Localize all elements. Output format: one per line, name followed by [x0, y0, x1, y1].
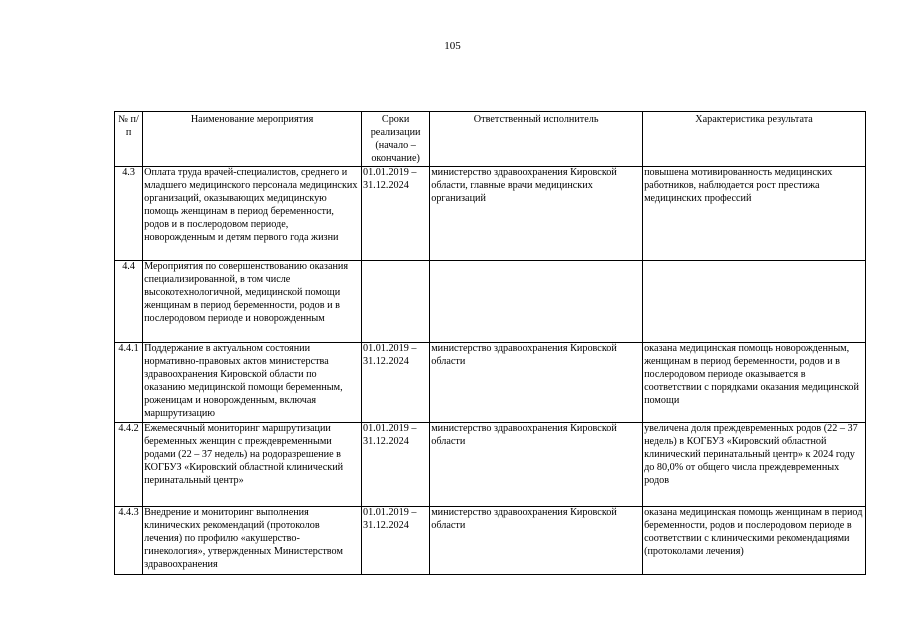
row-result: увеличена доля преждевременных родов (22 – 37 недель) в КОГБУЗ «Кировский областной клинический перинатальный центр» к 2024 году до 80,0% от общего числа преждевременных родов — [643, 423, 866, 507]
row-date-end: 31.12.2024 — [362, 519, 409, 531]
row-number: 4.4.1 — [115, 343, 143, 423]
header-result: Характеристика результата — [643, 112, 866, 167]
row-measure-name: Поддержание в актуальном состоянии нормативно-правовых актов министерства здравоохранения Кировской области по оказанию медицинской помощи беременным, роженицам и новорожденным, включая маршрутизацию — [143, 343, 362, 423]
table-row — [115, 167, 866, 261]
row-date-end: 31.12.2024 — [362, 179, 409, 191]
row-measure-name: Внедрение и мониторинг выполнения клинических рекомендаций (протоколов лечения) по профилю «акушерство-гинекология», утвержденных Министерством здравоохранения — [143, 507, 362, 575]
row-number: 4.3 — [115, 167, 143, 261]
table-row — [115, 261, 866, 343]
row-responsible: министерство здравоохранения Кировской области, главные врачи медицинских организаций — [430, 167, 643, 261]
row-dates — [361, 343, 429, 423]
header-responsible: Ответственный исполнитель — [430, 112, 643, 167]
table-row — [115, 423, 866, 507]
header-measure-name: Наименование мероприятия — [143, 112, 362, 167]
row-responsible: министерство здравоохранения Кировской области — [430, 423, 643, 507]
row-dates — [361, 261, 429, 343]
header-number: № п/п — [115, 112, 143, 167]
row-result: оказана медицинская помощь женщинам в период беременности, родов и послеродовом периоде в соответствии с клиническими рекомендациями (протоколами лечения) — [643, 507, 866, 575]
page-number: 105 — [444, 40, 461, 52]
row-date-end: 31.12.2024 — [362, 355, 409, 367]
row-date-start: 01.01.2019 – — [362, 507, 417, 518]
row-number: 4.4.3 — [115, 507, 143, 575]
row-measure-name: Оплата труда врачей-специалистов, среднего и младшего медицинского персонала медицинских организаций, оказывающих медицинскую помощь женщинам в период беременности, родов и в послеродовом периоде, новорожденным и детям первого года жизни — [143, 167, 362, 261]
row-date-start: 01.01.2019 – — [362, 167, 417, 178]
row-date-end: 31.12.2024 — [362, 435, 409, 447]
header-dates: Сроки реализации (начало – окончание) — [361, 112, 429, 167]
row-date-start: 01.01.2019 – — [362, 423, 417, 434]
row-number: 4.4.2 — [115, 423, 143, 507]
row-responsible: министерство здравоохранения Кировской области — [430, 343, 643, 423]
measures-table — [114, 111, 866, 575]
row-result — [643, 261, 866, 343]
row-result: оказана медицинская помощь новорожденным, женщинам в период беременности, родов и в послеродовом периоде оказывается в соответствии с порядками оказания медицинской помощи — [643, 343, 866, 423]
row-responsible: министерство здравоохранения Кировской области — [430, 507, 643, 575]
row-measure-name: Мероприятия по совершенствованию оказания специализированной, в том числе высокотехнологичной, медицинской помощи женщинам в период беременности, родов и в послеродовом периоде и новорожденным — [143, 261, 362, 343]
row-result: повышена мотивированность медицинских работников, наблюдается рост престижа медицинских профессий — [643, 167, 866, 261]
table-row — [115, 343, 866, 423]
row-dates — [361, 507, 429, 575]
row-responsible — [430, 261, 643, 343]
table-row — [115, 507, 866, 575]
row-dates — [361, 167, 429, 261]
row-dates — [361, 423, 429, 507]
row-date-start: 01.01.2019 – — [362, 343, 417, 354]
row-number: 4.4 — [115, 261, 143, 343]
table-header-row — [115, 112, 866, 167]
row-measure-name: Ежемесячный мониторинг маршрутизации беременных женщин с преждевременными родами (22 – 37 недель) на родоразрешение в КОГБУЗ «Кировский областной клинический перинатальный центр» — [143, 423, 362, 507]
